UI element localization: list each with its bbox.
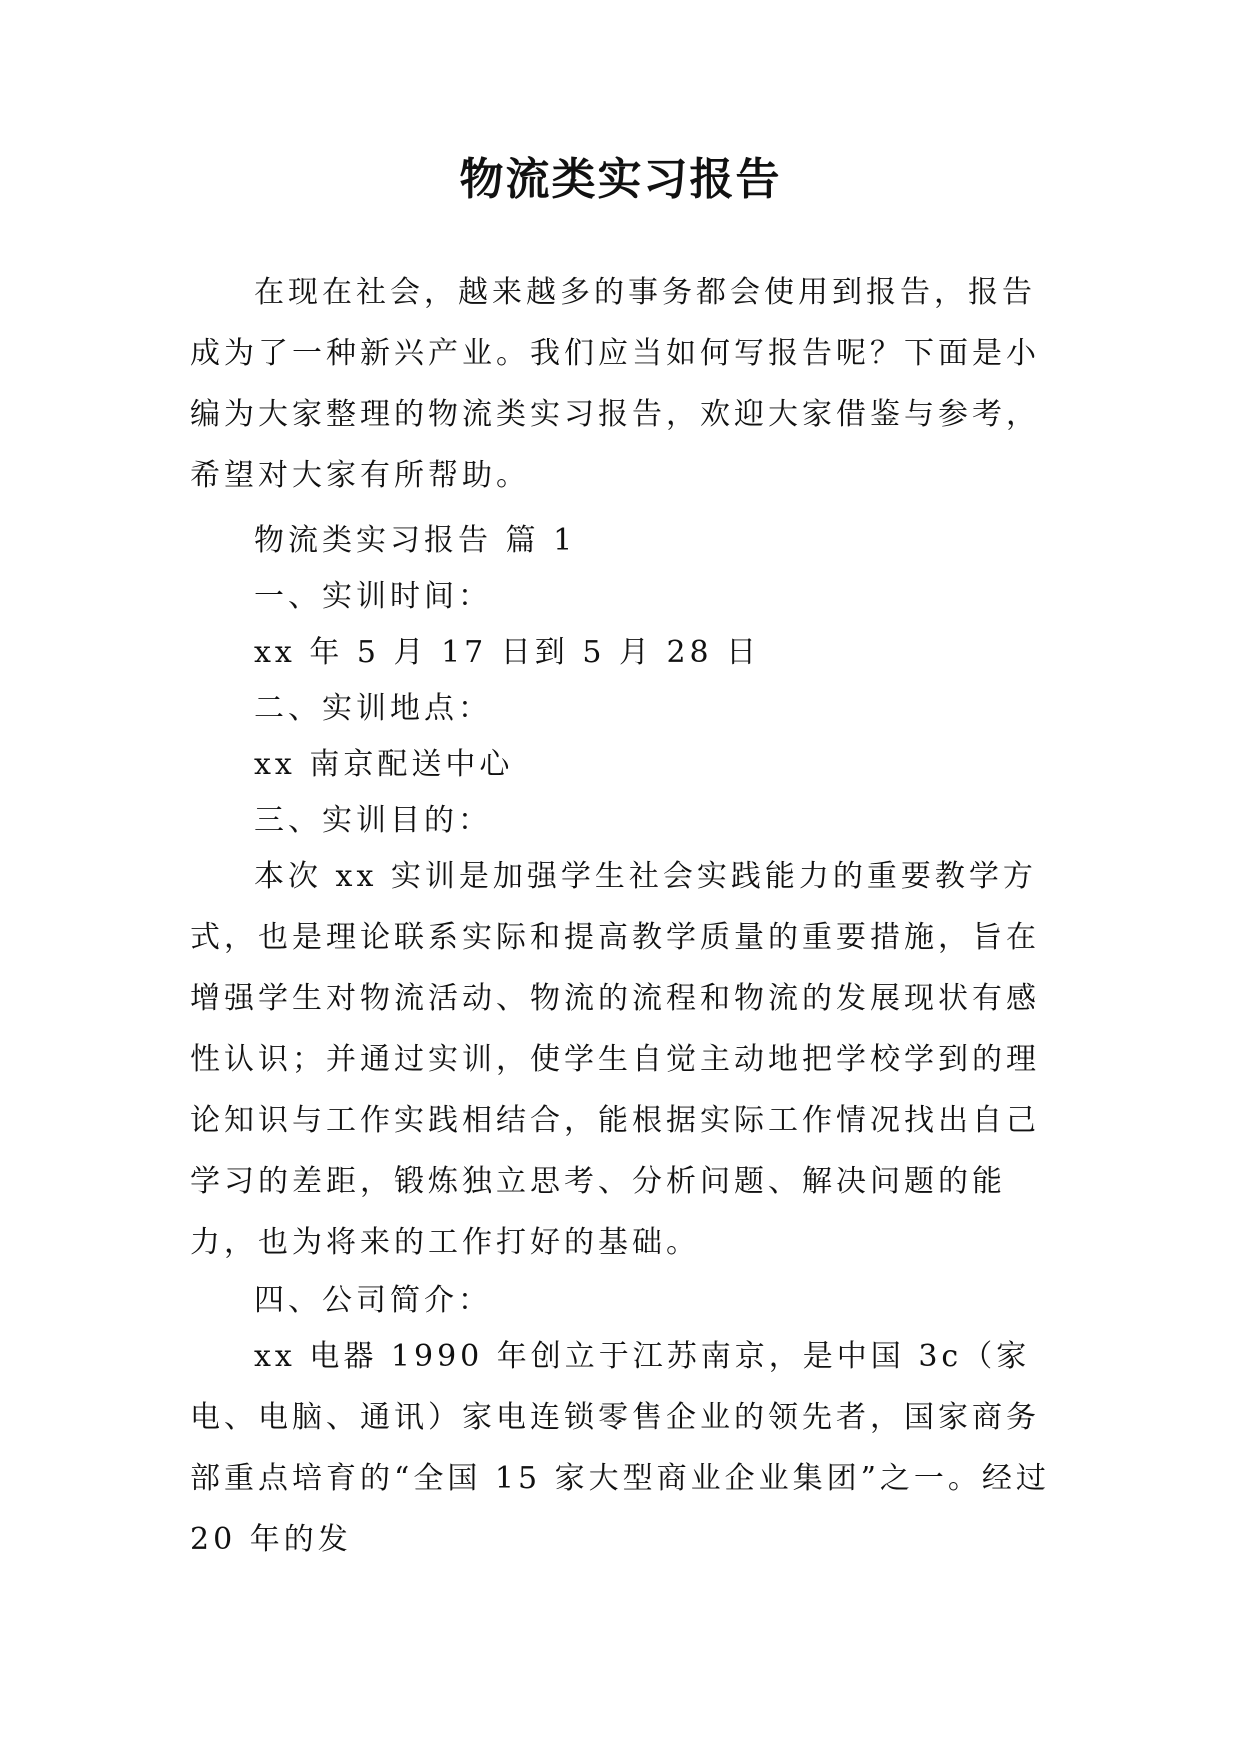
item4-body: xx 电器 1990 年创立于江苏南京，是中国 3c（家电、电脑、通讯）家电连锁零售企业的领先者，国家商务部重点培育的“全国 15 家大型商业企业集团”之一。经过 20 年的发	[190, 1339, 1050, 1557]
item1-value: xx 年 5 月 17 日到 5 月 28 日	[254, 635, 761, 670]
intro-paragraph: 在现在社会，越来越多的事务都会使用到报告，报告成为了一种新兴产业。我们应当如何写报告呢？下面是小编为大家整理的物流类实习报告，欢迎大家借鉴与参考，希望对大家有所帮助。	[190, 275, 1040, 493]
item2-value: xx 南京配送中心	[254, 747, 514, 782]
item3-body: 本次 xx 实训是加强学生社会实践能力的重要教学方式，也是理论联系实际和提高教学质量的重要措施，旨在增强学生对物流活动、物流的流程和物流的发展现状有感性认识；并通过实训，使学生自觉主动地把学校学到的理论知识与工作实践相结合，能根据实际工作情况找出自己学习的差距，锻炼独立思考、分析问题、解决问题的能力，也为将来的工作打好的基础。	[190, 859, 1040, 1260]
item3-heading: 三、实训目的：	[254, 803, 492, 838]
document-title: 物流类实习报告	[459, 154, 782, 205]
item4-heading: 四、公司简介：	[254, 1283, 492, 1318]
item1-heading: 一、实训时间：	[254, 579, 492, 614]
item2-heading: 二、实训地点：	[254, 691, 492, 726]
section-heading: 物流类实习报告 篇 1	[254, 523, 577, 558]
